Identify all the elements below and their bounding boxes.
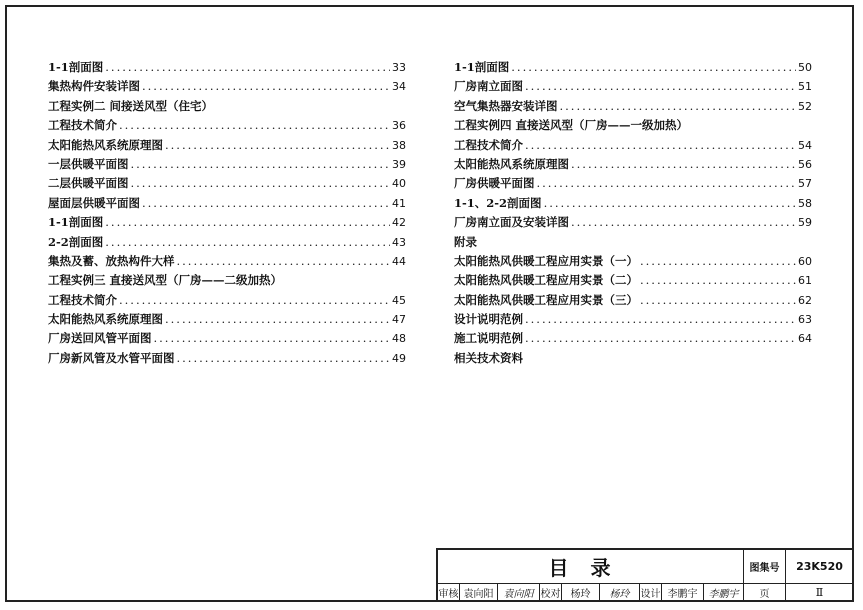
toc-entry-page: 63 bbox=[798, 313, 812, 327]
leader-dots bbox=[105, 213, 390, 232]
toc-entry-title: 二层供暖平面图 bbox=[48, 176, 129, 191]
leader-dots bbox=[131, 174, 391, 193]
toc-section-heading bbox=[454, 233, 812, 252]
leader-dots bbox=[165, 310, 390, 329]
toc-entry bbox=[48, 310, 406, 329]
toc-entry-page: 40 bbox=[392, 177, 406, 191]
leader-dots bbox=[571, 155, 796, 174]
toc-entry-title: 厂房供暖平面图 bbox=[454, 176, 535, 191]
toc-entry-title: 太阳能热风系统原理图 bbox=[454, 156, 569, 171]
toc-entry-page: 38 bbox=[392, 138, 406, 152]
toc-right-column bbox=[454, 58, 812, 368]
page-label: 页 bbox=[744, 584, 786, 602]
toc-entry-title: 1-1、2-2剖面图 bbox=[454, 195, 542, 210]
toc-entry bbox=[454, 213, 812, 232]
leader-dots bbox=[525, 310, 796, 329]
toc-entry-title: 1-1剖面图 bbox=[48, 60, 104, 74]
leader-dots bbox=[119, 291, 390, 310]
leader-dots bbox=[525, 136, 796, 155]
toc-left-column bbox=[48, 58, 406, 368]
leader-dots bbox=[640, 252, 796, 271]
designer-signature: 李鹏宇 bbox=[704, 584, 744, 602]
toc-entry-title: 附录 bbox=[454, 234, 477, 249]
toc-entry bbox=[454, 252, 812, 271]
toc-entry-page: 36 bbox=[392, 119, 406, 133]
leader-dots bbox=[119, 116, 390, 135]
toc-entry-title: 1-1剖面图 bbox=[454, 60, 510, 74]
toc-entry-title: 太阳能热风供暖工程应用实景（三） bbox=[454, 292, 638, 307]
toc-entry-title: 一层供暖平面图 bbox=[48, 156, 129, 171]
atlas-number-label: 图集号 bbox=[744, 550, 786, 584]
toc-entry-title: 太阳能热风系统原理图 bbox=[48, 137, 163, 152]
toc-entry-title: 1-1剖面图 bbox=[48, 215, 104, 230]
toc-entry-page: 61 bbox=[798, 274, 812, 288]
toc-entry-title: 施工说明范例 bbox=[454, 331, 523, 346]
toc-entry-page: 47 bbox=[392, 313, 406, 327]
toc-entry-title: 厂房新风管及水管平面图 bbox=[48, 350, 175, 365]
toc-entry-title: 厂房南立面及安装详图 bbox=[454, 215, 569, 230]
toc-entry-page: 51 bbox=[798, 80, 812, 94]
toc-section-heading bbox=[48, 271, 406, 290]
toc-entry bbox=[48, 155, 406, 174]
toc-entry-title: 厂房南立面图 bbox=[454, 79, 523, 94]
toc-entry bbox=[48, 116, 406, 135]
leader-dots bbox=[511, 58, 796, 77]
toc-entry-page: 41 bbox=[392, 196, 406, 210]
toc-entry bbox=[454, 310, 812, 329]
toc-entry-title: 厂房送回风管平面图 bbox=[48, 331, 152, 346]
leader-dots bbox=[154, 329, 391, 348]
toc-entry bbox=[454, 329, 812, 348]
reviewer-signature: 袁向阳 bbox=[498, 584, 540, 602]
leader-dots bbox=[571, 213, 796, 232]
toc-entry bbox=[454, 194, 812, 213]
toc-entry-page: 33 bbox=[392, 61, 406, 74]
toc-entry-page: 60 bbox=[798, 254, 812, 268]
toc-entry bbox=[454, 155, 812, 174]
toc-entry-title: 太阳能热风系统原理图 bbox=[48, 312, 163, 327]
toc-entry-page: 56 bbox=[798, 157, 812, 171]
designer-name: 李鹏宇 bbox=[662, 584, 704, 602]
toc-entry bbox=[454, 58, 812, 77]
toc-entry-title: 太阳能热风供暖工程应用实景（一） bbox=[454, 253, 638, 268]
toc-entry-page: 45 bbox=[392, 293, 406, 307]
toc-entry-title: 集热构件安装详图 bbox=[48, 79, 140, 94]
toc-entry-title: 2-2剖面图 bbox=[48, 234, 104, 249]
toc-entry-title: 工程技术简介 bbox=[48, 118, 117, 133]
leader-dots bbox=[177, 252, 391, 271]
design-label: 设计 bbox=[640, 584, 662, 602]
toc-entry-page: 34 bbox=[392, 80, 406, 94]
toc-entry bbox=[454, 136, 812, 155]
toc-entry-page: 44 bbox=[392, 254, 406, 268]
toc-entry-page: 50 bbox=[798, 61, 812, 74]
toc-entry bbox=[48, 194, 406, 213]
leader-dots bbox=[640, 271, 796, 290]
leader-dots bbox=[544, 194, 796, 213]
toc-entry-page: 42 bbox=[392, 216, 406, 230]
toc-entry-title: 工程实例四 直接送风型（厂房——一级加热） bbox=[454, 118, 689, 133]
atlas-number: 23K520 bbox=[786, 550, 854, 584]
toc-entry-title: 工程实例三 直接送风型（厂房——二级加热） bbox=[48, 273, 283, 288]
leader-dots bbox=[131, 155, 391, 174]
page-number: Ⅱ bbox=[786, 584, 854, 602]
leader-dots bbox=[560, 97, 797, 116]
toc-entry-page: 62 bbox=[798, 293, 812, 307]
leader-dots bbox=[165, 136, 390, 155]
toc-entry-title: 空气集热器安装详图 bbox=[454, 98, 558, 113]
toc-entry bbox=[48, 252, 406, 271]
toc-entry-page: 58 bbox=[798, 196, 812, 210]
checker-name: 杨玲 bbox=[562, 584, 600, 602]
toc-entry-page: 64 bbox=[798, 332, 812, 346]
reviewer-name: 袁向阳 bbox=[460, 584, 498, 602]
review-label: 审核 bbox=[438, 584, 460, 602]
toc-section-heading bbox=[48, 97, 406, 116]
leader-dots bbox=[142, 77, 390, 96]
toc-entry-page: 57 bbox=[798, 177, 812, 191]
toc-section-heading bbox=[454, 116, 812, 135]
toc-entry-title: 集热及蓄、放热构件大样 bbox=[48, 253, 175, 268]
toc-entry-page: 43 bbox=[392, 235, 406, 249]
toc-entry bbox=[454, 271, 812, 290]
check-label: 校对 bbox=[540, 584, 562, 602]
toc-entry-page: 48 bbox=[392, 332, 406, 346]
toc-entry-title: 太阳能热风供暖工程应用实景（二） bbox=[454, 273, 638, 288]
toc-entry bbox=[48, 58, 406, 77]
toc-entry-page: 39 bbox=[392, 157, 406, 171]
toc-entry-title: 工程实例二 间接送风型（住宅） bbox=[48, 98, 214, 113]
toc-entry bbox=[454, 174, 812, 193]
toc-entry bbox=[48, 174, 406, 193]
leader-dots bbox=[537, 174, 797, 193]
toc-entry-page: 54 bbox=[798, 138, 812, 152]
leader-dots bbox=[105, 58, 390, 77]
leader-dots bbox=[142, 194, 390, 213]
toc-entry-title: 工程技术简介 bbox=[48, 292, 117, 307]
leader-dots bbox=[177, 349, 391, 368]
leader-dots bbox=[525, 77, 796, 96]
catalog-title: 目录 bbox=[438, 550, 744, 584]
leader-dots bbox=[105, 233, 390, 252]
toc-entry-title: 屋面层供暖平面图 bbox=[48, 195, 140, 210]
toc-entry bbox=[454, 77, 812, 96]
toc-entry bbox=[48, 77, 406, 96]
toc-entry bbox=[454, 97, 812, 116]
leader-dots bbox=[640, 291, 796, 310]
toc-entry bbox=[48, 136, 406, 155]
checker-signature: 杨玲 bbox=[600, 584, 640, 602]
toc-entry bbox=[48, 291, 406, 310]
toc-entry-page: 49 bbox=[392, 351, 406, 365]
title-block bbox=[436, 548, 854, 602]
toc-entry-title: 工程技术简介 bbox=[454, 137, 523, 152]
toc-entry bbox=[48, 233, 406, 252]
toc-entry-title: 设计说明范例 bbox=[454, 312, 523, 327]
toc-entry bbox=[48, 349, 406, 368]
toc-entry bbox=[48, 213, 406, 232]
toc-entry-title: 相关技术资料 bbox=[454, 350, 523, 365]
toc-entry bbox=[48, 329, 406, 348]
leader-dots bbox=[525, 329, 796, 348]
toc-entry-page: 52 bbox=[798, 99, 812, 113]
toc-section-heading bbox=[454, 349, 812, 368]
toc-entry bbox=[454, 291, 812, 310]
toc-entry-page: 59 bbox=[798, 216, 812, 230]
